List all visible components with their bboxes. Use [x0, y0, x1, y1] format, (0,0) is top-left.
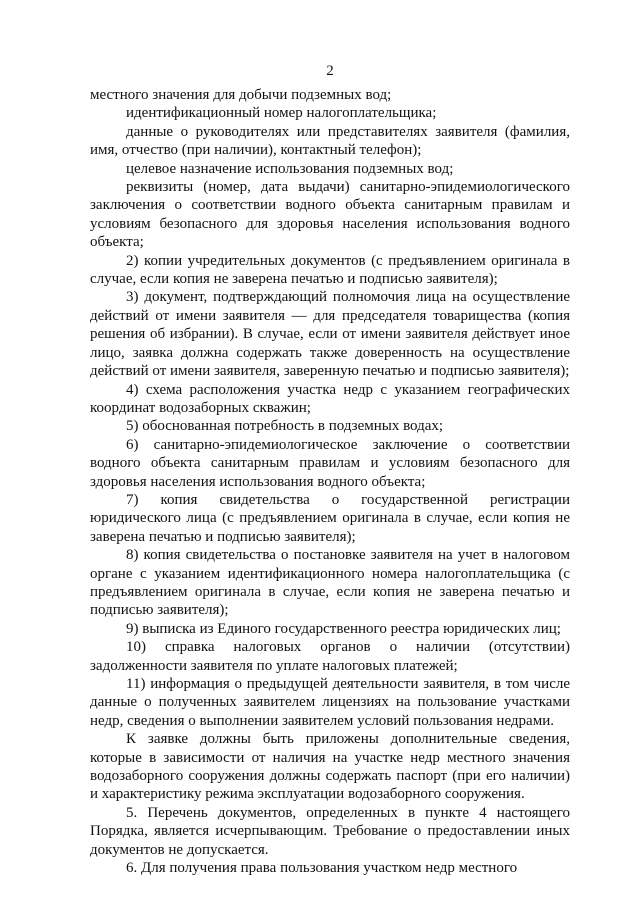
- paragraph: 11) информация о предыдущей деятельности заявителя, в том числе данные о полученных заявителем лицензиях на пользование участками недр, сведения о выполнении заявителем условий пользования недрами.: [90, 676, 570, 729]
- paragraph: 9) выписка из Единого государственного реестра юридических лиц;: [126, 620, 561, 637]
- paragraph: 6. Для получения права пользования участком недр местного: [126, 860, 518, 877]
- paragraph: целевое назначение использования подземных вод;: [126, 160, 454, 177]
- paragraph: 2) копии учредительных документов (с предъявлением оригинала в случае, если копия не заверена печатью и подписью заявителя);: [90, 252, 570, 288]
- paragraph: 5) обоснованная потребность в подземных водах;: [126, 418, 444, 435]
- paragraph: 8) копия свидетельства о постановке заявителя на учет в налоговом органе с указанием идентификационного номера налогоплательщика (с предъявлением оригинала в случае, если копия не заверена печатью и подписью заявителя);: [90, 547, 570, 619]
- paragraph: идентификационный номер налогоплательщика;: [126, 105, 437, 122]
- paragraph: 4) схема расположения участка недр с указанием географических координат водозаборных скважин;: [90, 381, 570, 416]
- paragraph: реквизиты (номер, дата выдачи) санитарно-эпидемиологического заключения о соответствии водного объекта санитарным правилам и условиям безопасного для здоровья населения использования водного объекта;: [90, 179, 570, 251]
- paragraph: 7) копия свидетельства о государственной регистрации юридического лица (с предъявлением оригинала в случае, если копия не заверена печатью и подписью заявителя);: [90, 491, 570, 545]
- paragraph: местного значения для добычи подземных вод;: [90, 87, 392, 103]
- paragraph: 5. Перечень документов, определенных в пункте 4 настоящего Порядка, является исчерпывающим. Требование о предоставлении иных документов не допускается.: [90, 804, 570, 858]
- paragraph: 6) санитарно-эпидемиологическое заключение о соответствии водного объекта санитарным правилам и условиям безопасного для здоровья населения использования водного объекта;: [90, 436, 570, 490]
- page-number: 2: [326, 63, 334, 79]
- paragraph: К заявке должны быть приложены дополнительные сведения, которые в зависимости от наличия на участке недр местного значения водозаборного сооружения должны содержать паспорт (при его наличии) и характеристику режима эксплуатации водозаборного сооружения.: [90, 731, 570, 803]
- document-body: [90, 86, 570, 877]
- paragraph: 3) документ, подтверждающий полномочия лица на осуществление действий от имени заявителя — для председателя товарищества (копия решения об избрании). В случае, если от имени заявителя действует иное лицо, заявка должна содержать также доверенность на осуществление действий от имени заявителя, заверенную печатью и подписью заявителя);: [90, 289, 570, 380]
- paragraph: 10) справка налоговых органов о наличии (отсутствии) задолженности заявителя по уплате налоговых платежей;: [90, 639, 570, 674]
- paragraph: данные о руководителях или представителях заявителя (фамилия, имя, отчество (при наличии), контактный телефон);: [90, 123, 570, 159]
